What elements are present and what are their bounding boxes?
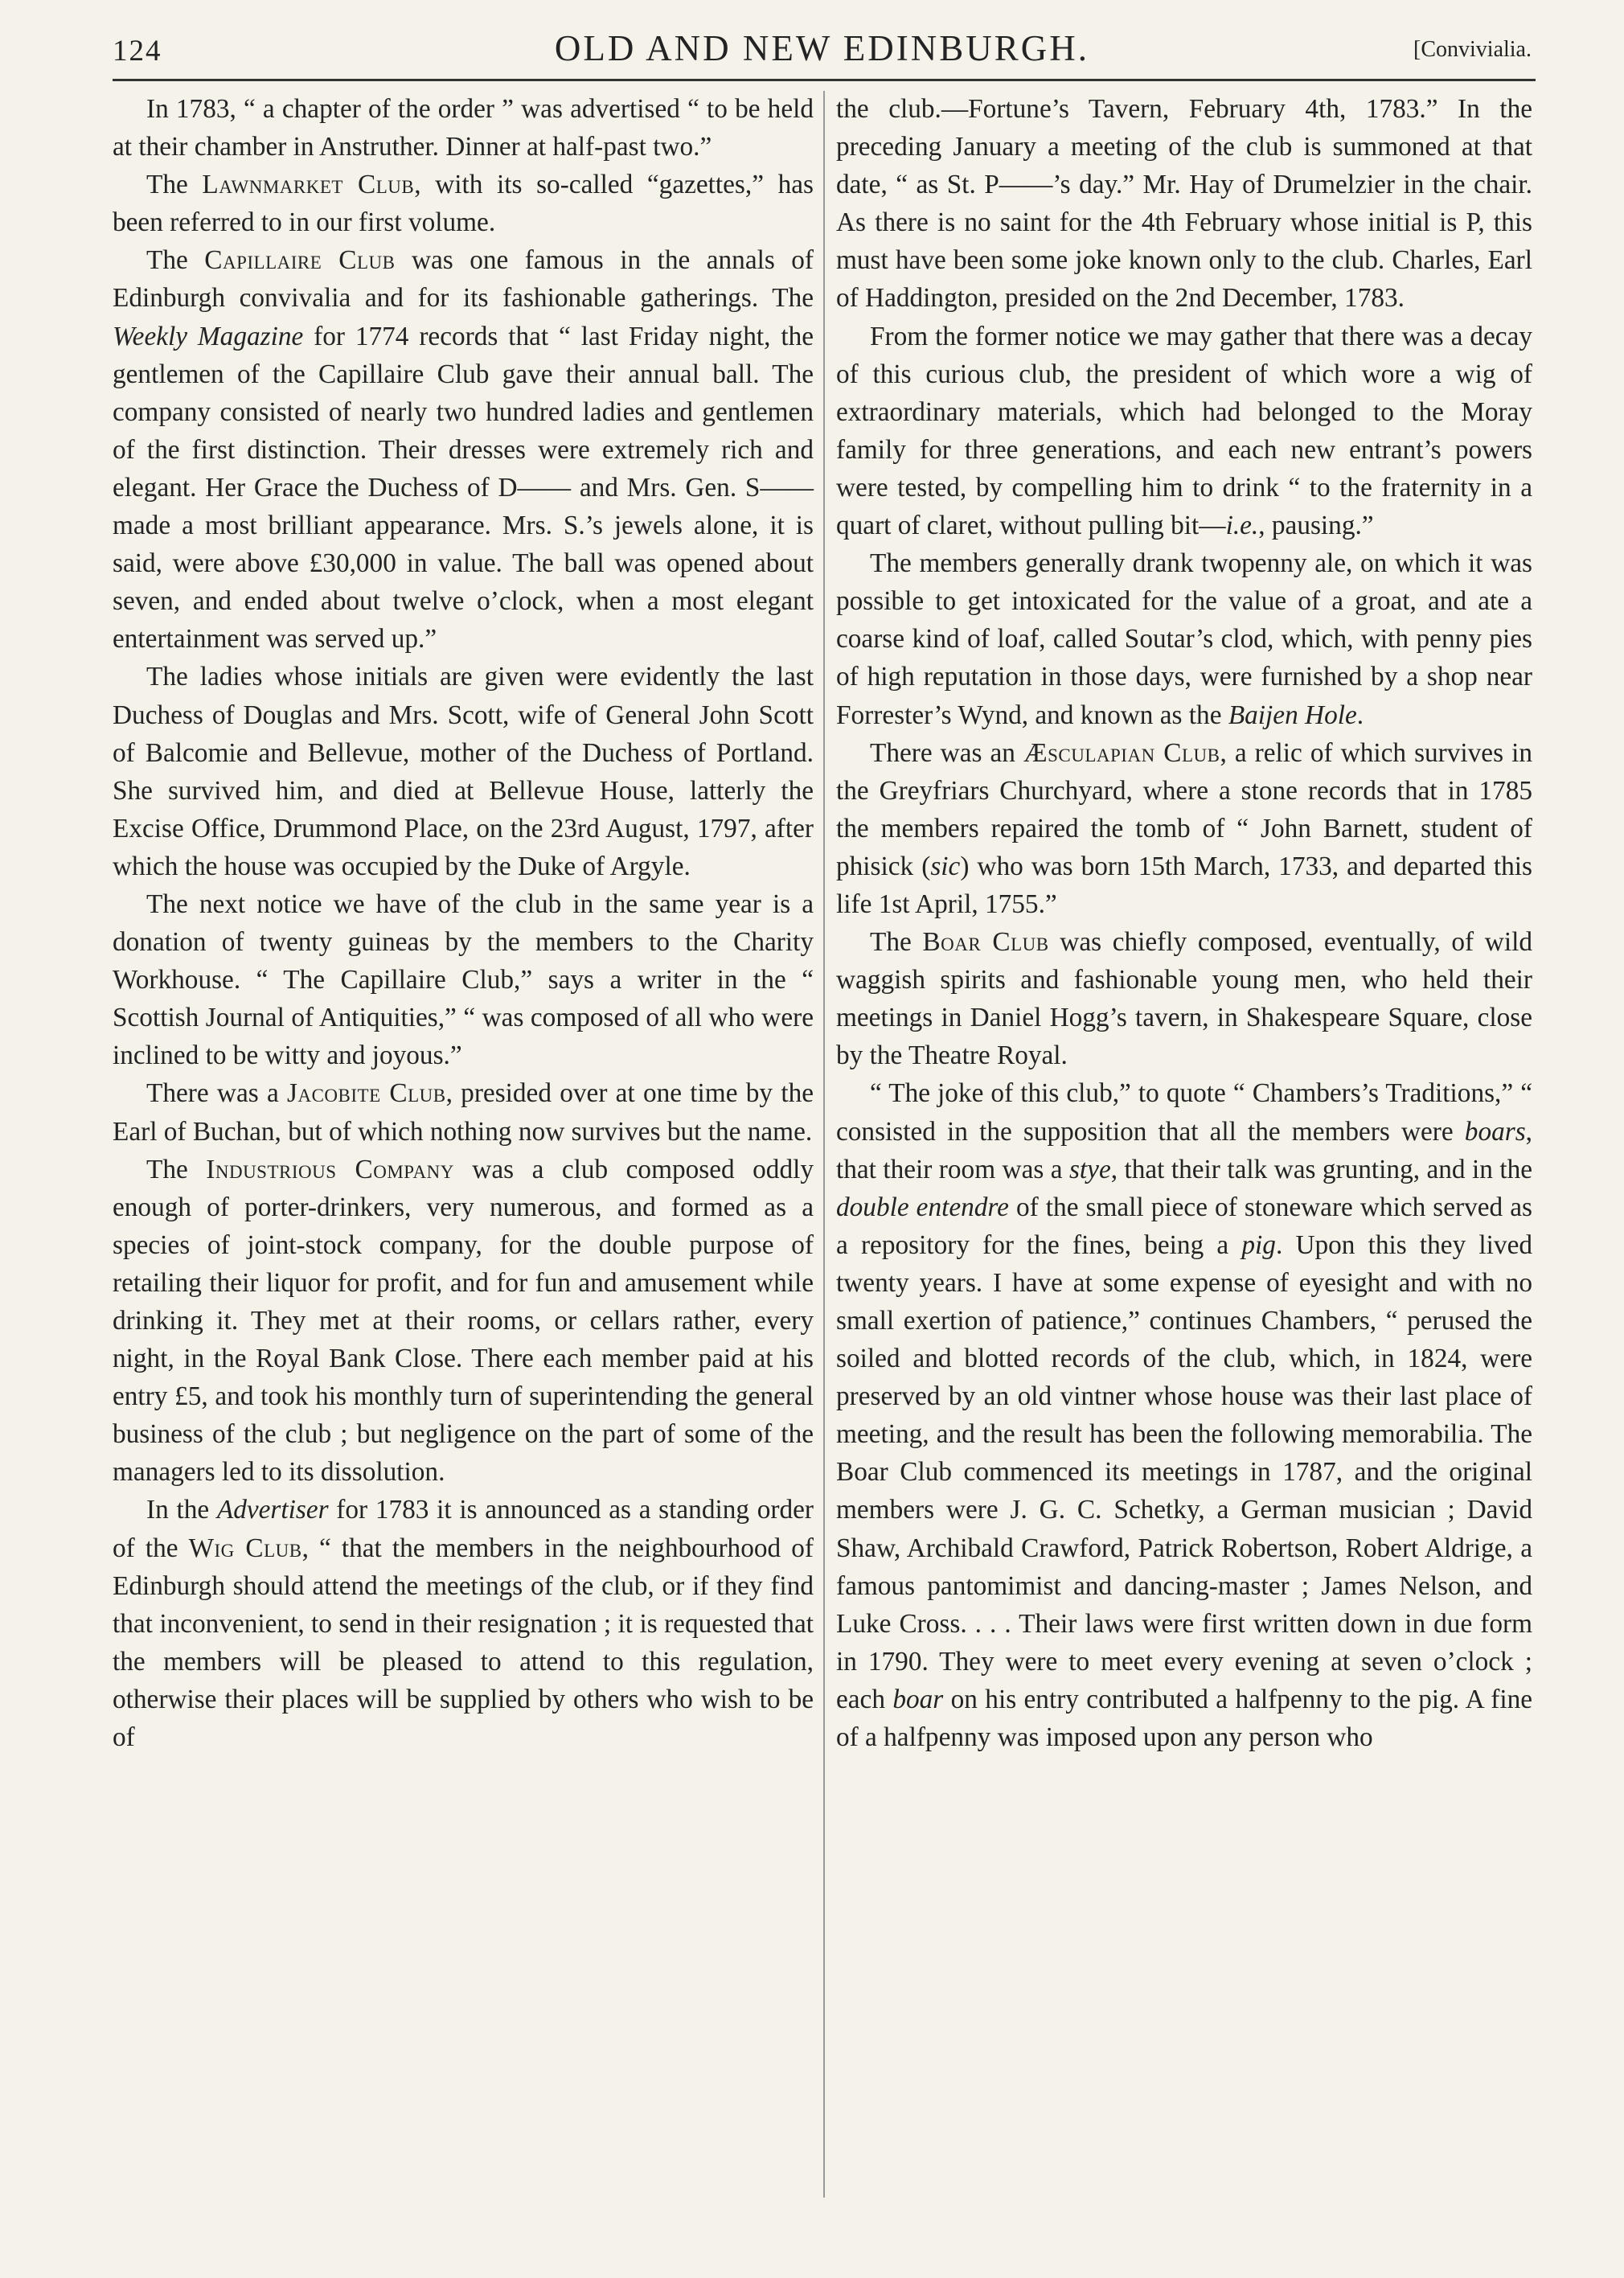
text: There was a <box>146 1078 287 1109</box>
text: , presided over at one time by the Earl of Buchan, but of which nothing now survives but the name. <box>113 1078 814 1147</box>
text: on his entry contributed a halfpenny to the pig. A fine of a halfpenny was imposed upon any person who <box>836 1684 1533 1753</box>
emphasis: stye <box>1068 1154 1111 1184</box>
text: was chiefly composed, eventually, of wild waggish spirits and fashionable young men, who held their meetings in Daniel Hogg’s tavern, in Shakespeare Square, close by the Theatre Royal. <box>836 927 1532 1071</box>
text: , a relic of which survives in the Greyfriars Churchyard, where a stone records that in 1785 the members repaired the tomb of “ John Barnett, student of phisick ( <box>836 737 1532 881</box>
section-label: [Convivialia. <box>1413 37 1532 62</box>
text: The <box>146 245 205 276</box>
paragraph <box>836 734 1532 923</box>
place-name: Baijen Hole <box>1228 700 1357 730</box>
paragraph <box>113 166 814 241</box>
club-name: Capillaire Club <box>204 245 396 276</box>
text: , that their talk was grunting, and in the <box>1110 1154 1533 1184</box>
paragraph <box>836 1074 1532 1756</box>
club-name: Lawnmarket Club <box>202 170 415 200</box>
text: The <box>146 170 203 200</box>
club-name: Boar Club <box>922 927 1049 958</box>
paragraph <box>836 544 1532 733</box>
text: was a club composed oddly enough of porter-drinkers, very numerous, and formed as a species of joint-stock company, for the double purpose of retailing their liquor for profit, and for fun and amusement while drinking it. They met at their rooms, or cellars rather, every night, in the Royal Bank Close. There each member paid at his entry £5, and took his monthly turn of superintending the general business of the club ; but negligence on the part of some of the managers led to its dissolution. <box>113 1154 814 1488</box>
text: , pausing.” <box>1258 511 1374 541</box>
text: From the former notice we may gather that there was a decay of this curious club, the president of which wore a wig of extraordinary materials, which had belonged to the Moray family for three generations, and each new entrant’s powers were tested, by compelling him to drink “ to the fraternity in a quart of claret, without pulling bit— <box>836 321 1532 541</box>
club-name: Wig Club <box>188 1533 302 1563</box>
club-name: Jacobite Club <box>287 1078 446 1109</box>
right-column <box>836 90 1532 1756</box>
paragraph <box>836 923 1532 1074</box>
text: for 1783 it is announced as a standing order of the <box>113 1495 814 1563</box>
emphasis: boar <box>892 1684 944 1714</box>
text: was one famous in the annals of Edinburgh convivalia and for its fashionable gatherings. The <box>113 245 814 314</box>
left-column <box>113 90 814 1756</box>
club-name: Æsculapian Club <box>1023 737 1220 768</box>
paragraph-continued: the club.—Fortune’s Tavern, February 4th, 1783.” In the preceding January a meeting of the club is summoned at that date, “ as St. P——’s day.” Mr. Hay of Drumelzier in the chair. As there is no saint for the 4th February whose initial is P, this must have been some joke known only to the club. Charles, Earl of Haddington, presided on the 2nd December, 1783. <box>836 94 1532 314</box>
text: The members generally drank twopenny ale, on which it was possible to get intoxicated for the value of a groat, and ate a coarse kind of loaf, called Soutar’s clod, which, with penny pies of high reputation in those days, were furnished by a shop near Forrester’s Wynd, and known as the <box>836 548 1532 730</box>
header-rule <box>113 79 1536 81</box>
paragraph <box>113 1074 814 1150</box>
text: In the <box>146 1495 217 1525</box>
sic-note: sic <box>930 851 961 881</box>
paragraph <box>113 241 814 658</box>
paragraph: In 1783, “ a chapter of the order ” was advertised “ to be held at their chamber in Anstruther. Dinner at half-past two.” <box>113 94 814 162</box>
text: “ The joke of this club,” to quote “ Chambers’s Traditions,” “ consisted in the supposition that all the members were <box>836 1078 1532 1147</box>
paragraph: The ladies whose initials are given were evidently the last Duchess of Douglas and Mrs. Scott, wife of General John Scott of Balcomie and Bellevue, mother of the Duchess of Portland. She survived him, and died at Bellevue House, latterly the Excise Office, Drummond Place, on the 23rd August, 1797, after which the house was occupied by the Duke of Argyle. <box>113 662 814 881</box>
paragraph <box>113 1491 814 1756</box>
text: of the small piece of stoneware which served as a repository for the fines, being a <box>836 1192 1533 1260</box>
paragraph <box>113 1151 814 1492</box>
club-name: Industrious Company <box>206 1154 454 1184</box>
emphasis: boars <box>1464 1116 1526 1147</box>
text: There was an <box>870 737 1023 768</box>
publication-name: Advertiser <box>216 1495 329 1525</box>
page-header <box>113 24 1532 82</box>
emphasis: pig <box>1241 1229 1276 1260</box>
text: , with its so-called “gazettes,” has been referred to in our first volume. <box>113 170 814 238</box>
paragraph <box>836 318 1532 545</box>
text: . <box>1356 700 1364 730</box>
paragraph: The next notice we have of the club in the same year is a donation of twenty guineas by the members to the Charity Workhouse. “ The Capillaire Club,” says a writer in the “ Scottish Journal of Antiquities,” “ was composed of all who were inclined to be witty and joyous.” <box>113 889 814 1071</box>
page-number: 124 <box>113 35 162 68</box>
publication-name: Weekly Magazine <box>113 321 304 351</box>
text: The <box>870 927 923 958</box>
text: ) who was born 15th March, 1733, and departed this life 1st April, 1755.” <box>836 851 1532 919</box>
text: for 1774 records that “ last Friday night, the gentlemen of the Capillaire Club gave their annual ball. The company consisted of nearly two hundred ladies and gentlemen of the first distinction. Their dresses were extremely rich and elegant. Her Grace the Duchess of D—— and Mrs. Gen. S—— made a most brilliant appearance. Mrs. S.’s jewels alone, it is said, were above £30,000 in value. The ball was opened about seven, and ended about twelve o’clock, when a most elegant entertainment was served up.” <box>113 321 814 655</box>
emphasis: double entendre <box>836 1192 1009 1222</box>
abbreviation: i.e. <box>1225 511 1259 541</box>
text: , “ that the members in the neighbourhood of Edinburgh should attend the meetings of the club, or if they find that inconvenient, to send in their resignation ; it is requested that the members will be pleased to attend to this regulation, otherwise their places will be supplied by others who wish to be of <box>113 1533 814 1753</box>
text: The <box>146 1154 207 1184</box>
running-title: OLD AND NEW EDINBURGH. <box>554 28 1090 68</box>
text: , that their room was a <box>836 1116 1532 1184</box>
text: . Upon this they lived twenty years. I have at some expense of eyesight and with no small exertion of patience,” continues Chambers, “ perused the soiled and blotted records of the club, which, in 1824, were preserved by an old vintner whose house was their last place of meeting, and the result has been the following memorabilia. The Boar Club commenced its meetings in 1787, and the original members were J. G. C. Schetky, a German musician ; David Shaw, Archibald Crawford, Patrick Robertson, Robert Aldrige, a famous pantomimist and dancing-master ; James Nelson, and Luke Cross. . . . Their laws were first written down in due form in 1790. They were to meet every evening at seven o’clock ; each <box>836 1229 1532 1714</box>
column-divider <box>823 91 825 2198</box>
